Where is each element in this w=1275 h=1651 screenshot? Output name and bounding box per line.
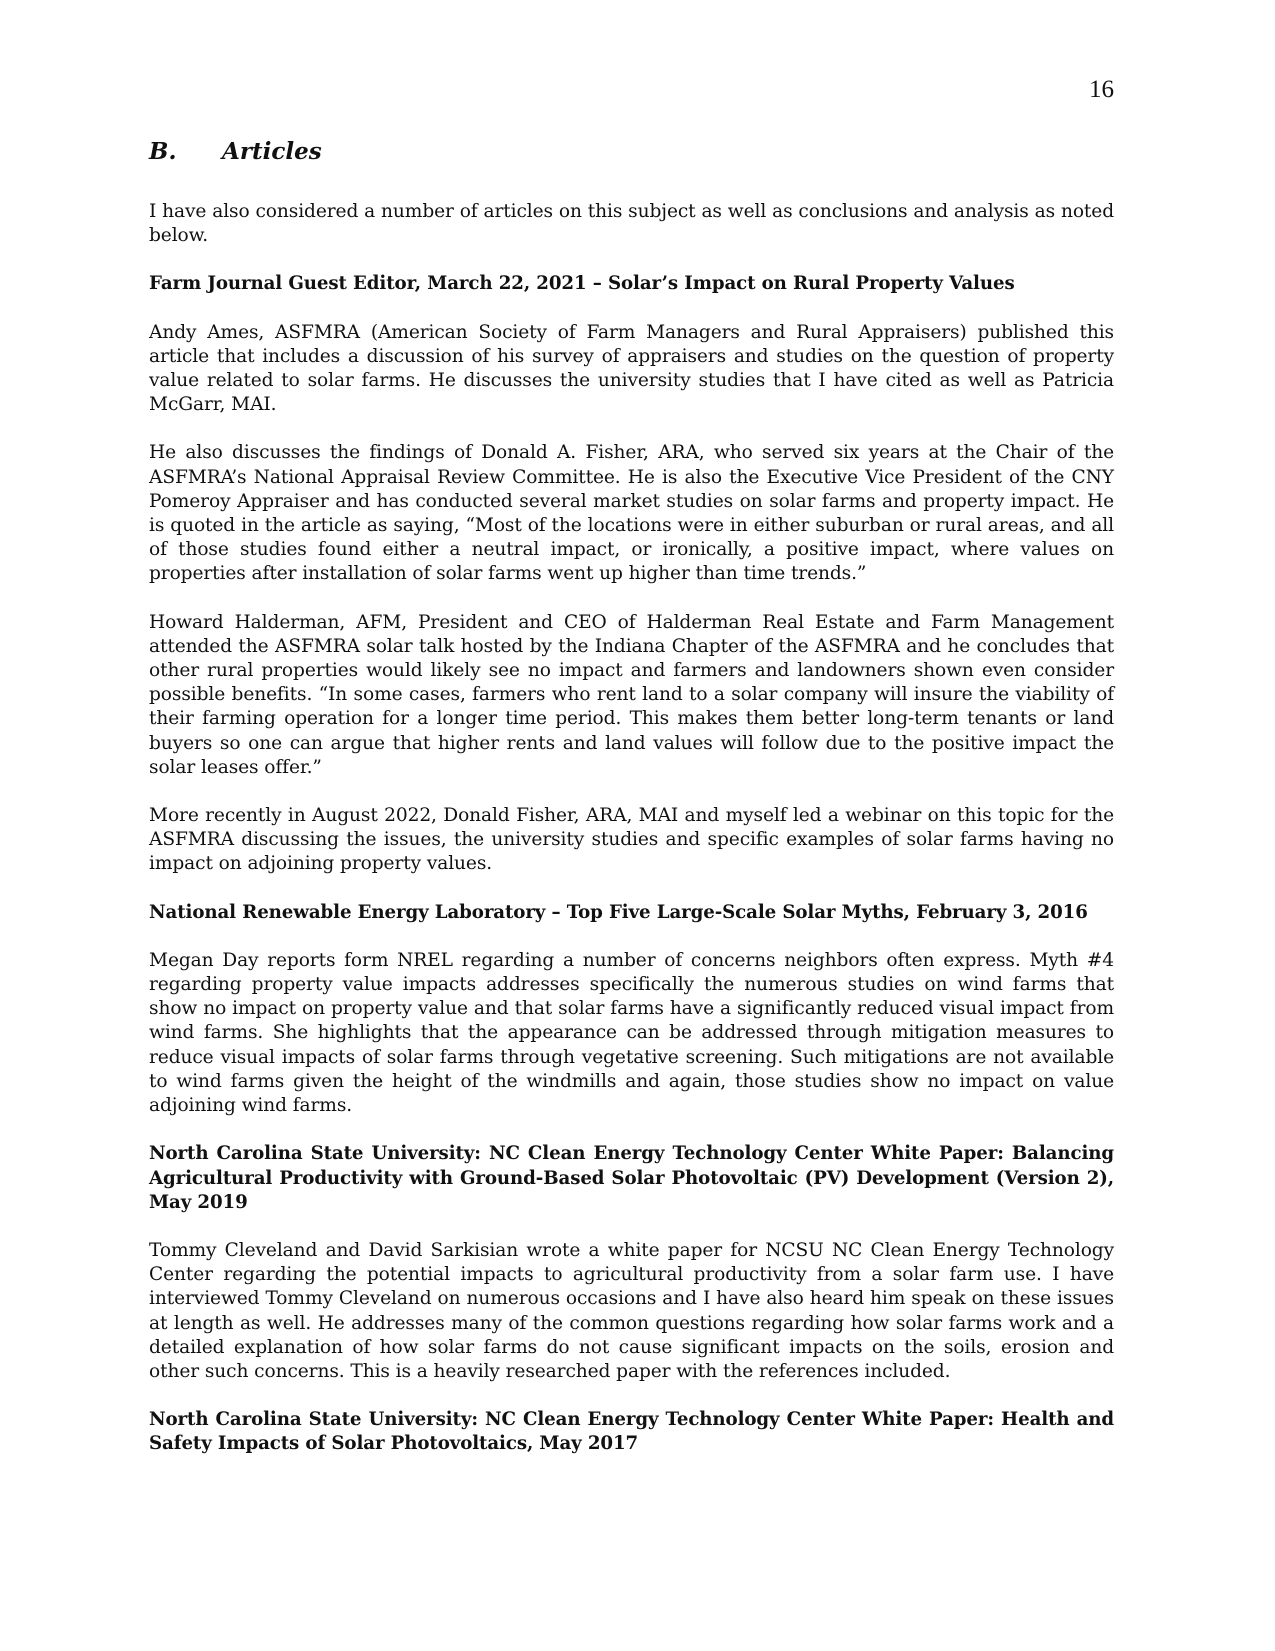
page-number: 16 [1089,76,1114,103]
section-letter: B. [149,138,177,165]
article-paragraph: Howard Halderman, AFM, President and CEO of Halderman Real Estate and Farm Management attended the ASFMRA solar talk hosted by the Indiana Chapter of the ASFMRA and he concludes that other rural properties would likely see no impact and farmers and landowners shown even consider possible benefits. “In some cases, farmers who rent land to a solar company will insure the viability of their farming operation for a longer time period. This makes them better long-term tenants or land buyers so one can argue that higher rents and land values will follow due to the positive impact the solar leases offer.” [149,611,1114,778]
article-heading: Farm Journal Guest Editor, March 22, 2021 – Solar’s Impact on Rural Property Values [149,273,1015,295]
section-title: Articles [222,138,322,165]
article-paragraph: He also discusses the findings of Donald A. Fisher, ARA, who served six years at the Chair of the ASFMRA’s National Appraisal Review Committee. He is also the Executive Vice President of the CNY Pomeroy Appraiser and has conducted several market studies on solar farms and property impact. He is quoted in the article as saying, “Most of the locations were in either suburban or rural areas, and all of those studies found either a neutral impact, or ironically, a positive impact, where values on properties after installation of solar farms went up higher than time trends.” [149,442,1114,585]
article-heading: North Carolina State University: NC Clean Energy Technology Center White Paper: Health and Safety Impacts of Solar Photovoltaics, May 2017 [149,1409,1114,1455]
article-paragraph: More recently in August 2022, Donald Fisher, ARA, MAI and myself led a webinar on this topic for the ASFMRA discussing the issues, the university studies and specific examples of solar farms having no impact on adjoining property values. [149,805,1114,875]
article-paragraph: Megan Day reports form NREL regarding a number of concerns neighbors often express. Myth #4 regarding property value impacts addresses specifically the numerous studies on wind farms that show no impact on property value and that solar farms have a significantly reduced visual impact from wind farms. She highlights that the appearance can be addressed through mitigation measures to reduce visual impacts of solar farms through vegetative screening. Such mitigations are not available to wind farms given the height of the windmills and again, those studies show no impact on value adjoining wind farms. [149,949,1114,1117]
intro-paragraph: I have also considered a number of articles on this subject as well as conclusions and analysis as noted below. [149,201,1114,247]
article-heading: North Carolina State University: NC Clean Energy Technology Center White Paper: Balancing Agricultural Productivity with Ground-Based Solar Photovoltaic (PV) Development (Version 2), May 2019 [149,1143,1114,1213]
article-heading: National Renewable Energy Laboratory – Top Five Large-Scale Solar Myths, February 3, 2016 [149,901,1088,923]
article-paragraph: Tommy Cleveland and David Sarkisian wrote a white paper for NCSU NC Clean Energy Technology Center regarding the potential impacts to agricultural productivity from a solar farm use. I have interviewed Tommy Cleveland on numerous occasions and I have also heard him speak on these issues at length as well. He addresses many of the common questions regarding how solar farms work and a detailed explanation of how solar farms do not cause significant impacts on the soils, erosion and other such concerns. This is a heavily researched paper with the references included. [149,1239,1114,1382]
article-paragraph: Andy Ames, ASFMRA (American Society of Farm Managers and Rural Appraisers) published this article that includes a discussion of his survey of appraisers and studies on the question of property value related to solar farms. He discusses the university studies that I have cited as well as Patricia McGarr, MAI. [149,321,1114,416]
document-body [149,200,1114,1481]
section-heading [149,138,322,165]
document-page [149,0,1114,1651]
